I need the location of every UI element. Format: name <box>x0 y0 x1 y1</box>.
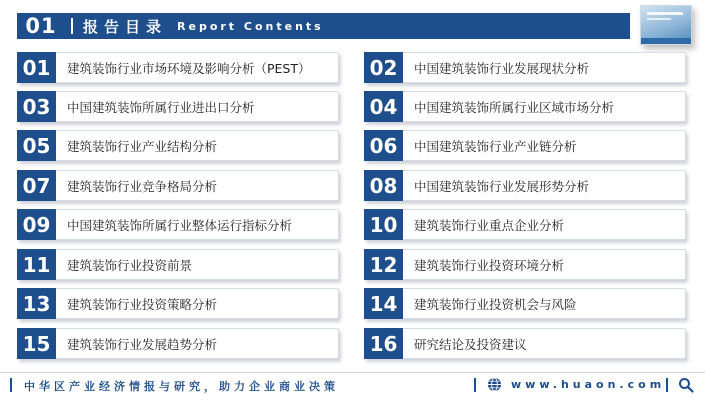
contents-item[interactable] <box>364 52 686 83</box>
contents-item[interactable] <box>364 91 686 122</box>
item-number: 05 <box>17 130 56 161</box>
item-label: 建筑装饰行业投资前景 <box>67 257 193 273</box>
item-number: 04 <box>364 91 403 122</box>
footer <box>0 374 705 396</box>
item-label: 中国建筑装饰所属行业区域市场分析 <box>414 99 615 115</box>
website-link[interactable]: www.huaon.com <box>511 378 666 391</box>
item-number: 08 <box>364 170 403 201</box>
footer-bar-mid <box>474 378 476 392</box>
contents-item[interactable] <box>364 170 686 201</box>
item-label: 建筑装饰行业重点企业分析 <box>414 217 565 233</box>
contents-item[interactable] <box>364 130 686 161</box>
item-label: 建筑装饰行业市场环境及影响分析（PEST） <box>67 60 311 76</box>
item-label: 中国建筑装饰所属行业整体运行指标分析 <box>67 217 293 233</box>
section-number: 01 <box>25 14 57 38</box>
footer-slogan: 中华区产业经济情报与研究，助力企业商业决策 <box>24 380 339 393</box>
item-number: 02 <box>364 52 403 83</box>
contents-item[interactable] <box>17 130 339 161</box>
contents-item[interactable] <box>364 328 686 359</box>
item-number: 16 <box>364 328 403 359</box>
item-label: 建筑装饰行业竞争格局分析 <box>67 178 218 194</box>
contents-item[interactable] <box>364 209 686 240</box>
footer-divider <box>0 372 705 373</box>
item-number: 09 <box>17 209 56 240</box>
contents-item[interactable] <box>17 52 339 83</box>
search-icon[interactable] <box>678 377 694 393</box>
contents-item[interactable] <box>17 328 339 359</box>
item-label: 建筑装饰行业投资机会与风险 <box>414 296 577 312</box>
item-number: 11 <box>17 249 56 280</box>
item-label: 中国建筑装饰行业产业链分析 <box>414 138 577 154</box>
item-number: 14 <box>364 288 403 319</box>
item-number: 07 <box>17 170 56 201</box>
contents-item[interactable] <box>17 91 339 122</box>
item-label: 研究结论及投资建议 <box>414 336 527 352</box>
item-number: 13 <box>17 288 56 319</box>
item-label: 建筑装饰行业投资环境分析 <box>414 257 565 273</box>
item-number: 06 <box>364 130 403 161</box>
footer-bar-right <box>666 378 668 392</box>
globe-icon <box>487 377 502 392</box>
item-label: 建筑装饰行业产业结构分析 <box>67 138 218 154</box>
contents-item[interactable] <box>17 209 339 240</box>
contents-item[interactable] <box>364 249 686 280</box>
item-label: 中国建筑装饰行业发展现状分析 <box>414 60 590 76</box>
item-number: 01 <box>17 52 56 83</box>
item-label: 建筑装饰行业投资策略分析 <box>67 296 218 312</box>
item-number: 12 <box>364 249 403 280</box>
contents-item[interactable] <box>17 170 339 201</box>
section-subtitle: Report Contents <box>177 19 324 33</box>
footer-bar-left <box>10 378 12 392</box>
contents-item[interactable] <box>17 288 339 319</box>
item-label: 中国建筑装饰所属行业进出口分析 <box>67 99 255 115</box>
section-title: 报告目录 <box>83 17 168 36</box>
contents-item[interactable] <box>364 288 686 319</box>
contents-item[interactable] <box>17 249 339 280</box>
item-number: 03 <box>17 91 56 122</box>
item-label: 建筑装饰行业发展趋势分析 <box>67 336 218 352</box>
item-label: 中国建筑装饰行业发展形势分析 <box>414 178 590 194</box>
item-number: 10 <box>364 209 403 240</box>
item-number: 15 <box>17 328 56 359</box>
